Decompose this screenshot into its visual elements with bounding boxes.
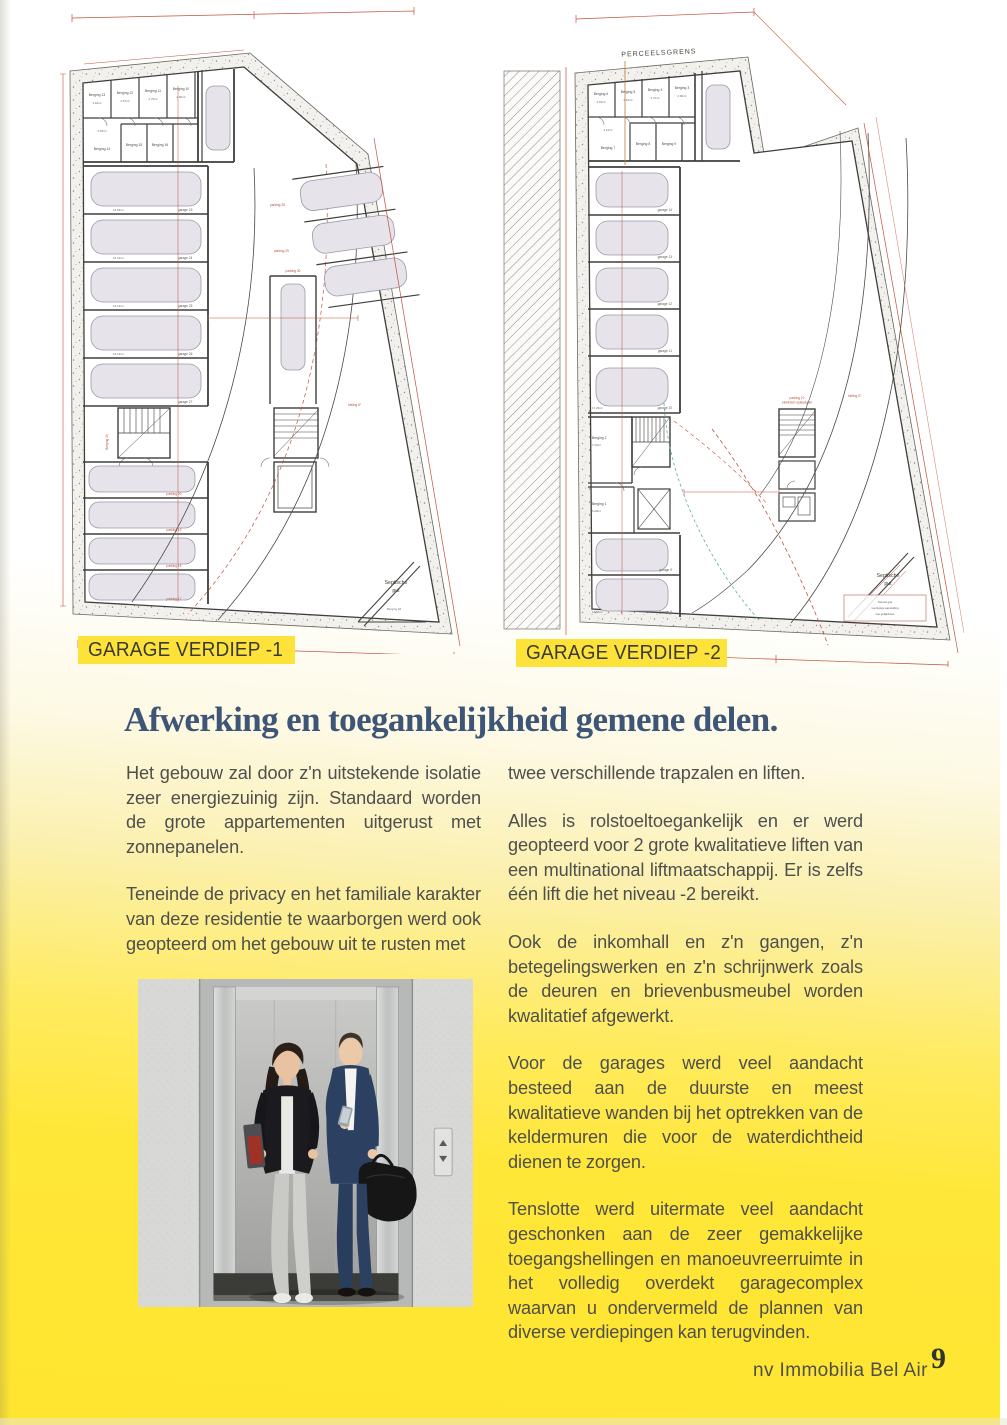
elevator-photo-svg [137, 979, 474, 1307]
floor-plan-2-svg [496, 5, 964, 667]
room-label: Berging 14 [93, 147, 111, 151]
room-label: Berging 8 [635, 142, 651, 146]
scan-edge-bottom [0, 1418, 1007, 1425]
plan-caption-garage-level-1 [78, 636, 295, 664]
bay-area: 16.31m² [113, 256, 124, 260]
bay-label: parking 29 [274, 249, 289, 253]
room-label: Berging 18 [387, 607, 401, 611]
septic-label: put [392, 588, 400, 594]
room-label: Berging 9 [661, 142, 677, 146]
ramp-label: helling 5° [348, 403, 362, 407]
elevator-photo [137, 979, 474, 1307]
room-area: 4.12m² [603, 128, 613, 132]
bay-label: parking 20 [166, 492, 182, 496]
bay-label: garage 11 [657, 349, 672, 353]
bay-label: parking 10 [789, 396, 805, 400]
scan-edge-right [1000, 0, 1007, 1425]
room-label: Berging 5 [620, 90, 636, 94]
body-paragraph: Voor de garages werd veel aandacht besteed aan de duurste en meest kwalitatieve wanden bij het optrekken van de keldermuren die voor de waterdichtheid dienen te zorgen. [508, 1053, 863, 1172]
page-title: Afwerking en toegankelijkheid gemene delen. [124, 700, 778, 739]
bay-label: parking 18 [166, 564, 182, 568]
bay-label: garage 24 [178, 256, 193, 260]
bay-label: garage 12 [657, 302, 672, 306]
room-area: 6.28m² [592, 509, 601, 513]
body-paragraph: Alles is rolstoeltoegankelijk en er werd geopteerd voor 2 grote kwalitatieve liften van een multinational liftmaatschappij. Er is zelfs één lift die het niveau -2 bereikt. [508, 810, 863, 905]
bay-label: garage 9 [659, 568, 672, 572]
right-column [508, 761, 863, 1368]
room-label: Berging 1 [592, 502, 607, 506]
room-label: Berging 16 [151, 143, 169, 147]
bay-area: 14.56m² [592, 610, 603, 614]
bay-label: parking 17 [166, 597, 182, 601]
body-paragraph: Het gebouw zal door z'n uitstekende isolatie zeer energiezuinig zijn. Standaard worden de grote appartementen uitgerust met zonnepanelen. [126, 763, 481, 857]
room-label: Berging 12 [116, 91, 134, 95]
publisher-name: nv Immobilia Bel Air [753, 1360, 928, 1381]
septic-label: Septische [384, 580, 408, 586]
bay-label: garage 8 [659, 610, 672, 614]
bay-area: 16.63m² [113, 208, 124, 212]
ramp-label: helling 5° [848, 394, 862, 398]
room-area: 2.57m² [120, 99, 130, 103]
page-number: 9 [931, 1342, 946, 1375]
room-area: 2.94m² [596, 100, 606, 104]
parking-column-lower [83, 466, 208, 601]
bay-label: parking 30 [285, 269, 301, 273]
plan-caption-text: GARAGE VERDIEP -2 [526, 642, 722, 664]
septic-label: Septische [876, 573, 900, 579]
septic-label: put [884, 581, 892, 587]
room-area: 2.52m² [623, 98, 633, 102]
body-paragraph: Ook de inkomhall en z'n gangen, z'n betegelingswerken en z'n schrijnwerk zoals de deuren en brievenbusmeubel worden kwalitatief afgewerkt. [508, 931, 863, 1026]
room-area: 2.90m² [176, 95, 186, 99]
bay-label: garage 14 [657, 208, 672, 212]
article-columns [126, 761, 866, 1368]
elevator-call-panel [434, 1128, 452, 1176]
bay-label: garage 27 [178, 400, 193, 404]
room-label: Berging 3 [674, 86, 690, 90]
bay-label: garage 10 [657, 406, 672, 410]
floor-plan-garage-level-1 [58, 6, 466, 654]
body-paragraph: twee verschillende trapzalen en liften. [508, 763, 806, 783]
bay-label: parking 19 [166, 528, 182, 532]
room-area: 2.79m² [148, 97, 158, 101]
plan-caption-text: GARAGE VERDIEP -1 [88, 639, 284, 661]
utility-note: niet gelijkvloers [875, 612, 895, 616]
room-area: 3.94m² [92, 101, 102, 105]
body-paragraph: Teneinde de privacy en het familiale karakter van deze residentie te waarborgen werd ook geopteerd om het gebouw uit te rusten met [126, 884, 481, 954]
room-label: Berging 2 [592, 436, 607, 440]
room-label: Berging 4 [647, 88, 663, 92]
floor-plan-garage-level-2 [496, 5, 964, 667]
utility-note: Telenet gas [877, 600, 893, 604]
room-label: Berging 6 [593, 92, 609, 96]
bay-area: 16.13m² [113, 352, 124, 356]
bay-label: garage 26 [178, 352, 193, 356]
room-area: 2.90m² [677, 94, 687, 98]
scan-edge-left [0, 0, 11, 1425]
room-label: Berging 13 [88, 93, 106, 97]
bay-label: garage 13 [657, 255, 672, 259]
room-label: Berging 15 [125, 143, 143, 147]
utility-note: voorlopige aansluiting [871, 606, 899, 610]
room-area: 4.53m² [97, 129, 107, 133]
room-area: 2.72m² [650, 96, 660, 100]
plan-caption-garage-level-2 [516, 639, 727, 667]
room-area: 7.43m² [592, 443, 601, 447]
bay-label: parking 28 [270, 203, 285, 207]
bay-area: 16.13m² [113, 304, 124, 308]
room-label: Berging 11 [144, 89, 162, 93]
left-column [126, 761, 481, 1368]
neighbor-hatching [504, 67, 566, 635]
parcel-boundary-label: PERCEELSGRENS [621, 48, 697, 59]
room-label: Berging 19 [105, 434, 109, 450]
bay-area: 17.29m² [592, 406, 603, 410]
bay-label: garage 23 [178, 208, 193, 212]
body-paragraph: Tenslotte werd uitermate veel aandacht geschonken aan de zeer gemakkelijke toegangshellingen en manoeuvreerruimte in het volledig overdekt garagecomplex waarvan u ondervermeld de plannen van diverse verdiepingen kan terugvinden. [508, 1199, 863, 1343]
elevator-scene [138, 979, 473, 1307]
floor-plan-1-svg [58, 6, 466, 654]
bay-note: elektrisch oplaadpunt [781, 400, 813, 405]
bay-label: garage 25 [178, 304, 193, 308]
room-label: Berging 7 [600, 146, 616, 150]
room-label: Berging 10 [172, 87, 190, 91]
